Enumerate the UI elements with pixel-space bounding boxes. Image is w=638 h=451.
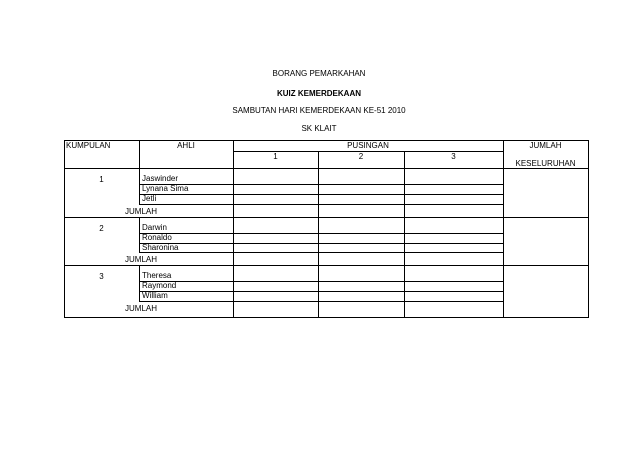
member-name: Ronaldo bbox=[142, 232, 172, 242]
member-row-line bbox=[139, 252, 503, 253]
member-name: Darwin bbox=[142, 222, 167, 232]
member-name: Lynana Sima bbox=[142, 183, 189, 193]
table-right-border bbox=[588, 140, 589, 318]
group-number: 2 bbox=[99, 223, 104, 233]
header-round-1: 1 bbox=[273, 152, 278, 161]
member-name: Jaswinder bbox=[142, 174, 179, 183]
member-name: Sharonina bbox=[142, 242, 179, 252]
col-line-ahli bbox=[139, 140, 140, 168]
member-name: Theresa bbox=[142, 271, 172, 281]
event-title: SAMBUTAN HARI KEMERDEKAAN KE-51 2010 bbox=[232, 106, 406, 115]
member-row-line bbox=[139, 204, 503, 205]
member-row-line bbox=[139, 291, 503, 292]
group-separator bbox=[64, 265, 588, 266]
group-number: 1 bbox=[99, 175, 104, 184]
col-line-jumlah bbox=[503, 140, 504, 317]
header-ahli: AHLI bbox=[177, 141, 195, 150]
col-line-round3 bbox=[404, 151, 405, 317]
quiz-title: KUIZ KEMERDEKAAN bbox=[277, 89, 361, 98]
col-line-round2 bbox=[318, 151, 319, 317]
member-row-line bbox=[139, 301, 503, 302]
header-keseluruhan: KESELURUHAN bbox=[515, 159, 576, 168]
group-separator bbox=[64, 217, 588, 218]
group-number: 3 bbox=[99, 272, 104, 282]
header-round-3: 3 bbox=[451, 152, 456, 161]
member-left-border bbox=[139, 217, 140, 253]
member-name: Raymond bbox=[142, 281, 177, 291]
member-row-line bbox=[139, 194, 503, 195]
member-row-line bbox=[139, 281, 503, 282]
group-total-label: JUMLAH bbox=[125, 255, 158, 265]
member-row-line bbox=[139, 243, 503, 244]
header-round-2: 2 bbox=[358, 152, 364, 161]
header-bottom-border bbox=[64, 168, 588, 169]
member-name: William bbox=[142, 291, 168, 301]
form-title: BORANG PEMARKAHAN bbox=[272, 69, 366, 78]
member-name: Jetli bbox=[142, 193, 157, 203]
member-left-border bbox=[139, 265, 140, 301]
header-pusingan: PUSINGAN bbox=[347, 141, 389, 150]
col-line-pusingan bbox=[233, 140, 234, 317]
table-top-border bbox=[64, 140, 588, 141]
member-left-border bbox=[139, 168, 140, 204]
member-row-line bbox=[139, 184, 503, 185]
table-bottom-border bbox=[64, 317, 588, 318]
header-jumlah: JUMLAH bbox=[529, 141, 562, 150]
table-left-border bbox=[64, 140, 65, 318]
header-kumpulan: KUMPULAN bbox=[66, 141, 111, 150]
group-total-label: JUMLAH bbox=[125, 206, 158, 216]
member-row-line bbox=[139, 233, 503, 234]
round-header-divider bbox=[233, 151, 503, 152]
group-total-label: JUMLAH bbox=[125, 304, 158, 314]
school-name: SK KLAIT bbox=[301, 124, 337, 133]
